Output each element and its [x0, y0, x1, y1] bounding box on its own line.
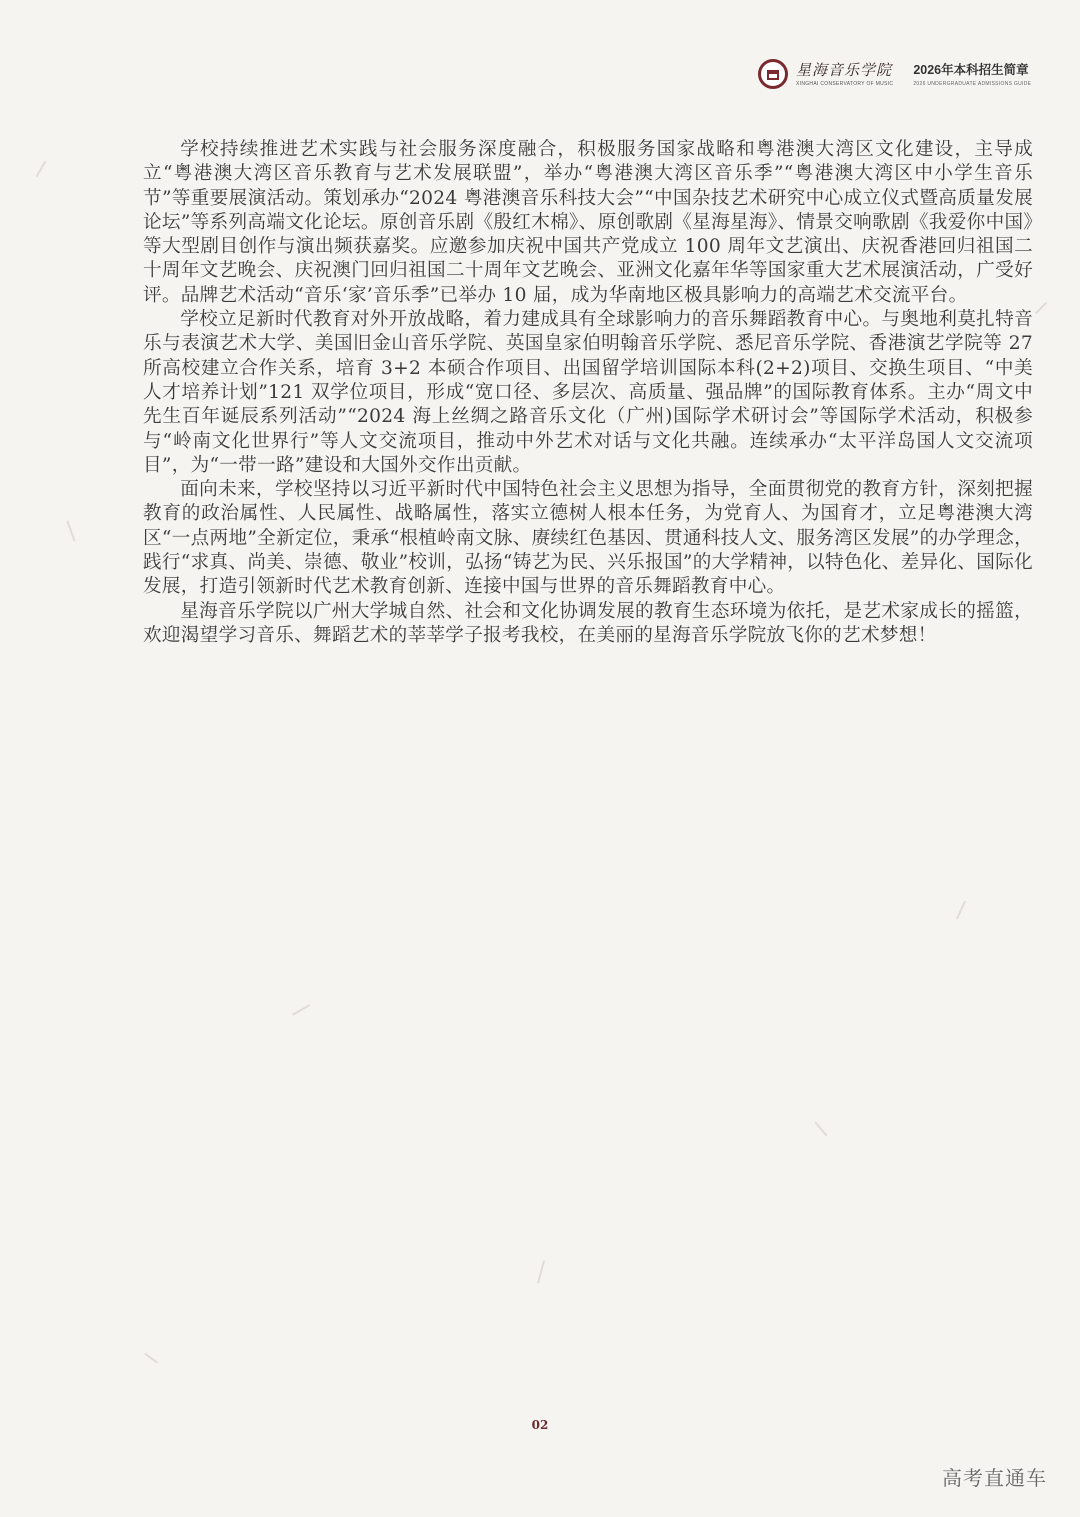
paper-texture — [1035, 302, 1048, 315]
paper-texture — [537, 1260, 545, 1284]
body-text — [143, 138, 1033, 648]
guide-title-en: 2026 UNDERGRADUATE ADMISSIONS GUIDE — [913, 80, 1032, 87]
paragraph-international: 学校立足新时代教育对外开放战略，着力建成具有全球影响力的音乐舞蹈教育中心。与奥地利莫扎特音乐与表演艺术大学、美国旧金山音乐学院、英国皇家伯明翰音乐学院、悉尼音乐学院、香港演艺学院等 27 所高校建立合作关系，培育 3+2 本硕合作项目、出国留学培训国际本科(2+2)项目、交换生项目、“中美人才培养计划”121 双学位项目，形成“宽口径、多层次、高质量、强品牌”的国际教育体系。主办“周文中先生百年诞辰系列活动”“2024 海上丝绸之路音乐文化（广州)国际学术研讨会”等国际学术活动，积极参与“岭南文化世界行”等人文交流项目，推动中外艺术对话与文化共融。连续承办“太平洋岛国人文交流项目”，为“一带一路”建设和大国外交作出贡献。 — [143, 309, 1033, 476]
school-name-en: XINGHAI CONSERVATORY OF MUSIC — [796, 81, 894, 87]
guide-title — [913, 62, 1031, 87]
paragraph-art-practice: 学校持续推进艺术实践与社会服务深度融合，积极服务国家战略和粤港澳大湾区文化建设，主导成立“粤港澳大湾区音乐教育与艺术发展联盟”，举办“粤港澳大湾区音乐季”“粤港澳大湾区中小学生音乐节”等重要展演活动。策划承办“2024 粤港澳音乐科技大会”“中国杂技艺术研究中心成立仪式暨高质量发展论坛”等系列高端文化论坛。原创音乐剧《殷红木棉》、原创歌剧《星海星海》、情景交响歌剧《我爱你中国》等大型剧目创作与演出频获嘉奖。应邀参加庆祝中国共产党成立 100 周年文艺演出、庆祝香港回归祖国二十周年文艺晚会、庆祝澳门回归祖国二十周年文艺晚会、亚洲文化嘉年华等国家重大艺术展演活动，广受好评。品牌艺术活动“音乐‘家’音乐季”已举办 10 届，成为华南地区极具影响力的高端艺术交流平台。 — [143, 139, 1033, 306]
watermark: 高考直通车 — [942, 1466, 1047, 1490]
page-header — [758, 56, 1058, 92]
school-name-cn: 星海音乐学院 — [796, 61, 893, 79]
school-brand — [796, 61, 893, 87]
paragraph-welcome: 星海音乐学院以广州大学城自然、社会和文化协调发展的教育生态环境为依托，是艺术家成长的摇篮，欢迎渴望学习音乐、舞蹈艺术的莘莘学子报考我校，在美丽的星海音乐学院放飞你的艺术梦想！ — [143, 600, 1033, 646]
paragraph-future: 面向未来，学校坚持以习近平新时代中国特色社会主义思想为指导，全面贯彻党的教育方针，深刻把握教育的政治属性、人民属性、战略属性，落实立德树人根本任务，为党育人、为国育才，立足粤港澳大湾区“一点两地”全新定位，秉承“根植岭南文脉、赓续红色基因、贯通科技人文、服务湾区发展”的办学理念，践行“求真、尚美、崇德、敬业”校训，弘扬“铸艺为民、兴乐报国”的大学精神，以特色化、差异化、国际化发展，打造引领新时代艺术教育创新、连接中国与世界的音乐舞蹈教育中心。 — [143, 479, 1033, 598]
paper-texture — [144, 1353, 158, 1364]
paper-texture — [66, 520, 75, 541]
paper-texture — [814, 1121, 827, 1136]
paper-texture — [292, 1004, 310, 1016]
page-number: 02 — [531, 1418, 549, 1432]
paper-texture — [36, 161, 47, 178]
school-emblem-icon — [758, 59, 788, 89]
paper-texture — [956, 901, 966, 920]
guide-title-cn: 2026年本科招生简章 — [913, 62, 1029, 77]
